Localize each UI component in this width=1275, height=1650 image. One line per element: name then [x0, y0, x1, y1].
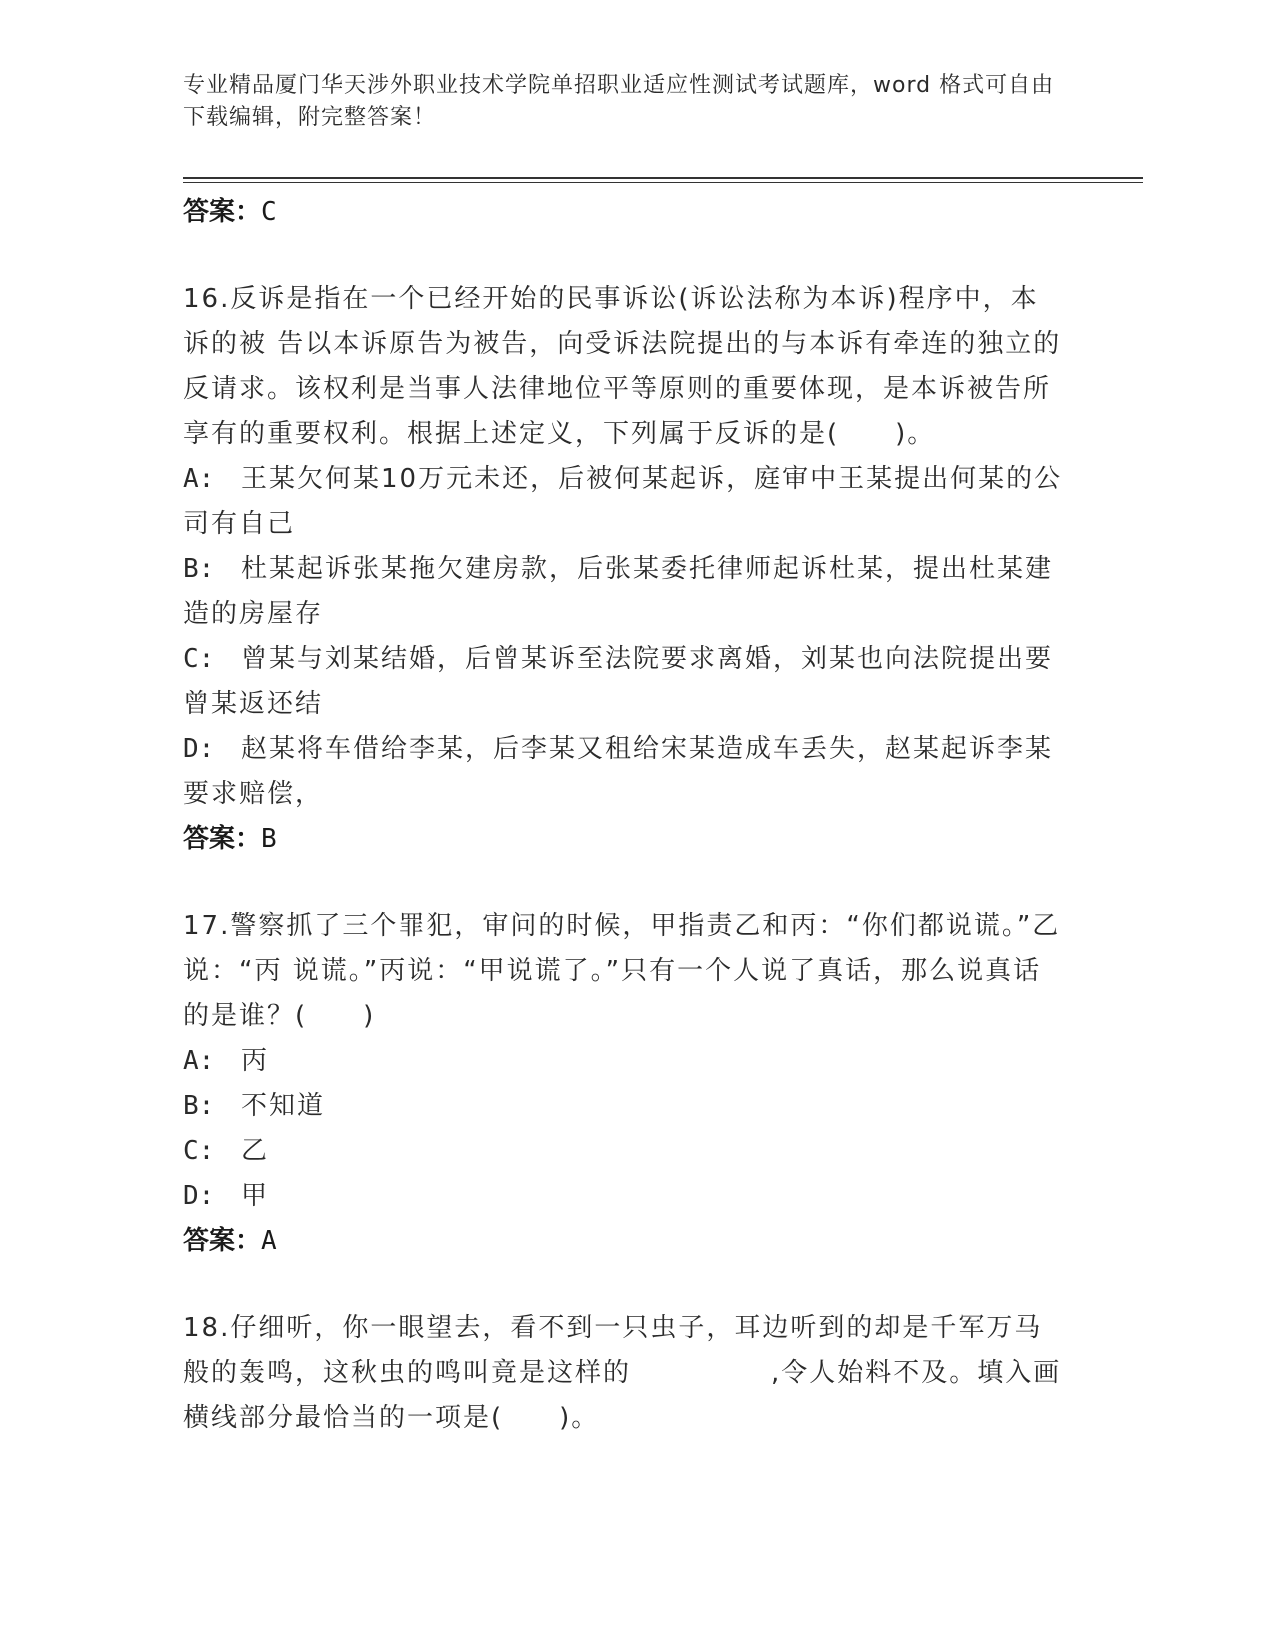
answer-label: 答案：	[183, 1226, 262, 1256]
header-rule-thin	[183, 182, 1143, 183]
question-stem: 16.反诉是指在一个已经开始的民事诉讼(诉讼法称为本诉)程序中，本诉的被 告以本诉原告为被告，向受诉法院提出的与本诉有牵连的独立的反请求。该权利是当事人法律地位平等原则的重要体现，是本诉被告所享有的重要权利。根据上述定义，下列属于反诉的是( )。	[183, 284, 1062, 449]
option-letter: C:	[183, 644, 215, 674]
option-a	[183, 457, 1063, 547]
option-letter: A:	[183, 464, 215, 494]
option-text: 甲	[241, 1181, 270, 1211]
page-header: 专业精品厦门华天涉外职业技术学院单招职业适应性测试考试题库，word 格式可自由下载编辑，附完整答案！	[183, 73, 1055, 130]
option-text: 王某欠何某10万元未还，后被何某起诉，庭审中王某提出何某的公司有自己	[183, 464, 1063, 539]
header-rule-thick	[183, 177, 1143, 179]
answer-label: 答案：	[183, 197, 262, 227]
question-block-16	[183, 277, 1063, 817]
question-stem: 18.仔细听，你一眼望去，看不到一只虫子，耳边听到的却是千军万马般的轰鸣，这秋虫的鸣叫竟是这样的 ,令人始料不及。填入画横线部分最恰当的一项是( )。	[183, 1313, 1062, 1433]
spacer	[183, 1263, 1063, 1306]
spacer	[183, 234, 1063, 277]
question-block-17	[183, 904, 1063, 1219]
option-b	[183, 547, 1063, 637]
option-c	[183, 1129, 1063, 1174]
answer-value: C	[261, 197, 277, 227]
option-letter: A:	[183, 1046, 215, 1076]
option-letter: C:	[183, 1136, 215, 1166]
option-a	[183, 1039, 1063, 1084]
option-text: 丙	[241, 1046, 270, 1076]
option-text: 曾某与刘某结婚，后曾某诉至法院要求离婚，刘某也向法院提出要曾某返还结	[183, 644, 1054, 719]
option-letter: B:	[183, 554, 215, 584]
option-c	[183, 637, 1063, 727]
option-text: 乙	[241, 1136, 270, 1166]
answer-q16	[183, 817, 1063, 861]
answer-q15	[183, 190, 1063, 234]
answer-value: A	[261, 1226, 277, 1256]
question-block-18	[183, 1306, 1063, 1441]
option-letter: D:	[183, 1181, 215, 1211]
answer-value: B	[261, 824, 277, 854]
option-d	[183, 1174, 1063, 1219]
answer-label: 答案：	[183, 824, 262, 854]
option-d	[183, 727, 1063, 817]
spacer	[183, 861, 1063, 904]
question-stem: 17.警察抓了三个罪犯，审问的时候，甲指责乙和丙：“你们都说谎。”乙说：“丙 说谎。”丙说：“甲说谎了。”只有一个人说了真话，那么说真话的是谁？( )	[183, 911, 1061, 1031]
option-b	[183, 1084, 1063, 1129]
answer-q17	[183, 1219, 1063, 1263]
option-letter: B:	[183, 1091, 215, 1121]
option-text: 杜某起诉张某拖欠建房款，后张某委托律师起诉杜某，提出杜某建造的房屋存	[183, 554, 1054, 629]
option-text: 不知道	[241, 1091, 326, 1121]
document-body	[183, 190, 1063, 1441]
option-letter: D:	[183, 734, 215, 764]
option-text: 赵某将车借给李某，后李某又租给宋某造成车丢失，赵某起诉李某要求赔偿，	[183, 734, 1054, 809]
